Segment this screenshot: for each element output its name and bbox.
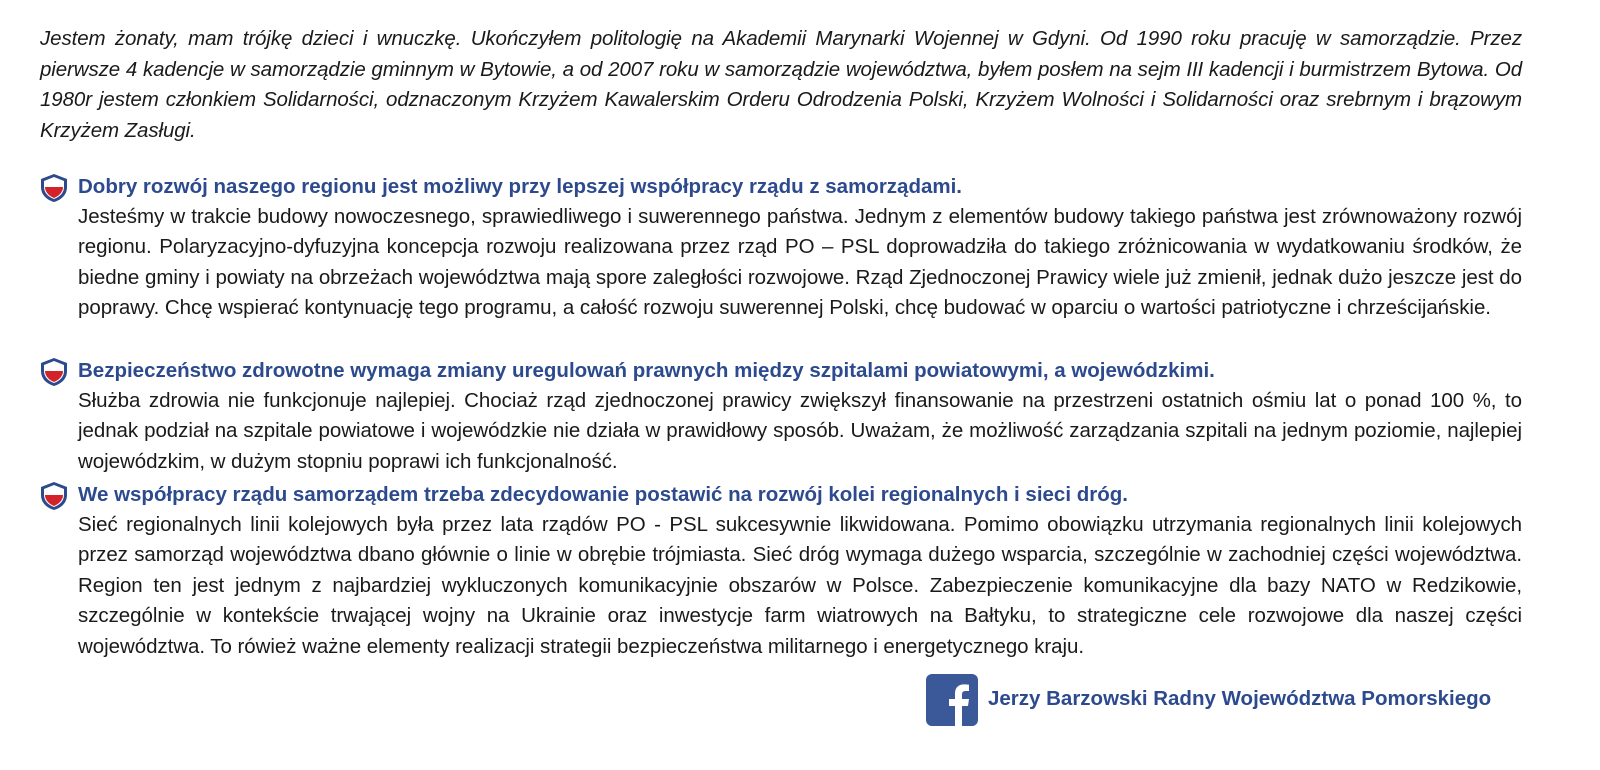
- section-body: Sieć regionalnych linii kolejowych była przez lata rządów PO - PSL sukcesywnie likwidowana. Pomimo obowiązku utrzymania regionalnych linii kolejowych przez samorząd województwa dbano głównie o linie w obrębie trójmiasta. Sieć dróg wymaga dużego wsparcia, szczególnie w zachodniej części województwa. Region ten jest jednym z najbardziej wykluczonych komunikacyjnie obszarów w Polsce. Zabezpieczenie komunikacyjne dla bazy NATO w Redzikowie, szczególnie w kontekście trwającej wojny na Ukrainie oraz inwestycje farm wiatrowych na Bałtyku, to strategiczne cele rozwojowe dla naszej części województwa. To rówież ważne elementy realizacji strategii bezpieczeństwa militarnego i energetycznego kraju.: [78, 513, 1522, 658]
- shield-icon: [40, 481, 68, 511]
- section-heading: We współpracy rządu samorządem trzeba zdecydowanie postawić na rozwój kolei regionalnych i sieci dróg.: [78, 483, 1128, 506]
- bio-text: Jestem żonaty, mam trójkę dzieci i wnuczkę. Ukończyłem politologię na Akademii Marynarki Wojennej w Gdyni. Od 1990 roku pracuję w samorządzie. Przez pierwsze 4 kadencje w samorządzie gminnym w Bytowie, a od 2007 roku w samorządzie województwa, byłem posłem na sejm III kadencji i burmistrzem Bytowa. Od 1980r jestem członkiem Solidarności, odznaczonym Krzyżem Kawalerskim Orderu Odrodzenia Polski, Krzyżem Wolności i Solidarności oraz srebrnym i brązowym Krzyżem Zasługi.: [40, 27, 1522, 142]
- facebook-icon[interactable]: [926, 674, 978, 726]
- section-body: Służba zdrowia nie funkcjonuje najlepiej. Chociaż rząd zjednoczonej prawicy zwiększył finansowanie na przestrzeni ostatnich ośmiu lat o ponad 100 %, to jednak podział na szpitale powiatowe i wojewódzkie nie działa w prawidłowy sposób. Uważam, że możliwość zarządzania szpitali na jednym poziomie, najlepiej wojewódzkim, w dużym stopniu poprawi ich funkcjonalność.: [78, 389, 1522, 473]
- section-heading: Bezpieczeństwo zdrowotne wymaga zmiany uregulowań prawnych między szpitalami powiatowymi, a wojewódzkimi.: [78, 359, 1215, 382]
- shield-icon: [40, 173, 68, 203]
- author-name[interactable]: Jerzy Barzowski Radny Województwa Pomorskiego: [988, 687, 1492, 710]
- shield-icon: [40, 357, 68, 387]
- section-heading: Dobry rozwój naszego regionu jest możliwy przy lepszej współpracy rządu z samorządami.: [78, 175, 962, 198]
- facebook-link[interactable]: [926, 674, 1546, 726]
- section-body: Jesteśmy w trakcie budowy nowoczesnego, sprawiedliwego i suwerennego państwa. Jednym z elementów budowy takiego państwa jest zrównoważony rozwój regionu. Polaryzacyjno-dyfuzyjna koncepcja rozwoju realizowana przez rząd PO – PSL doprowadziła do takiego zróżnicowania w wydatkowaniu środków, że biedne gminy i powiaty na obrzeżach województwa mają spore zaległości rozwojowe. Rząd Zjednoczonej Prawicy wiele już zmienił, jednak dużo jeszcze jest do poprawy. Chcę wspierać kontynuację tego programu, a całość rozwoju suwerennej Polski, chcę budować w oparciu o wartości patriotyczne i chrześcijańskie.: [78, 205, 1522, 320]
